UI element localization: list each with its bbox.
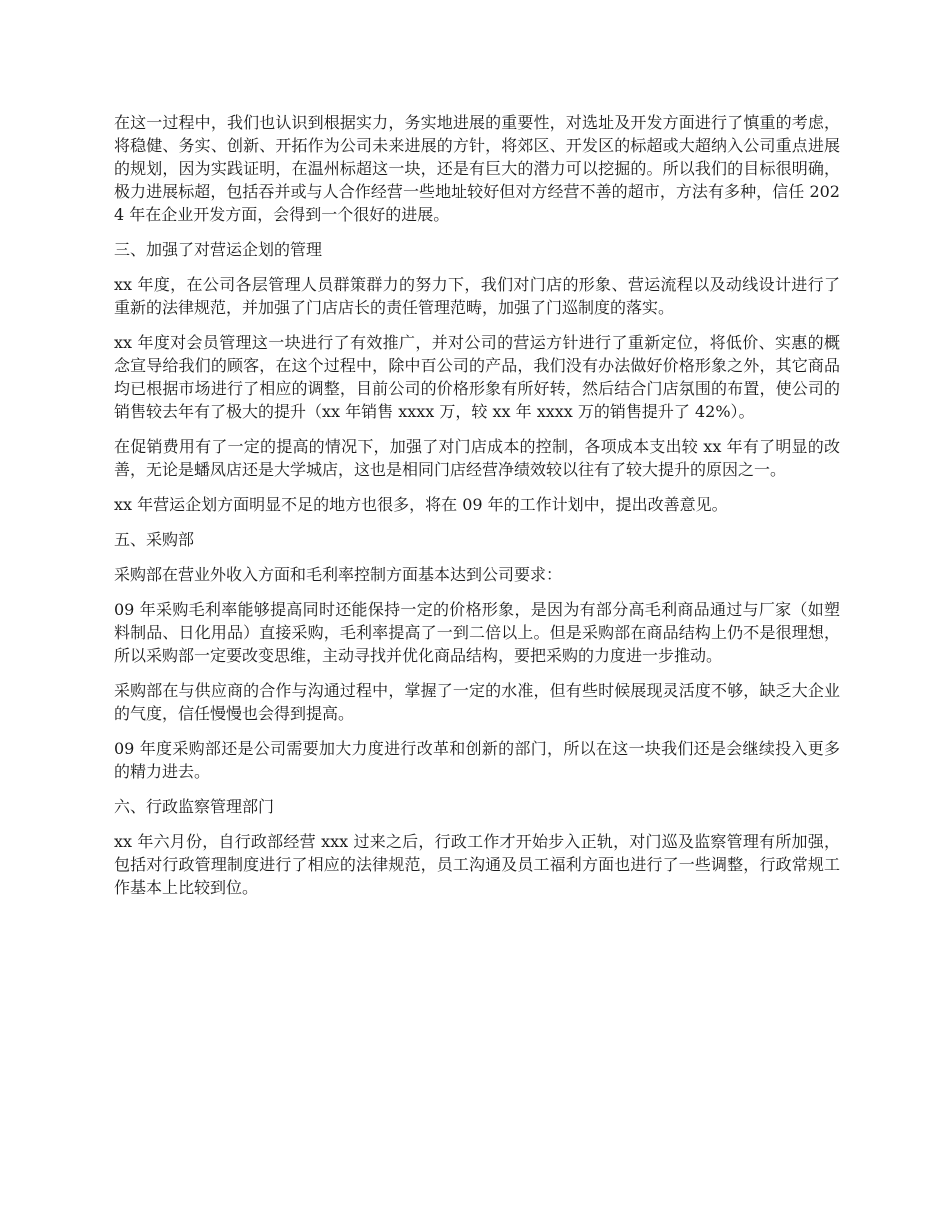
paragraph-shortcomings: xx 年营运企划方面明显不足的地方也很多，将在 09 年的工作计划中，提出改善意见。	[114, 495, 728, 514]
section-heading-administration: 六、行政监察管理部门	[114, 797, 275, 816]
document-page	[114, 111, 840, 911]
paragraph-cost-control: 在促销费用有了一定的提高的情况下，加强了对门店成本的控制，各项成本支出较 xx 年有了明显的改善，无论是蟠凤店还是大学城店，这也是相同门店经营净绩效较以往有了较大提升的原因之一。	[114, 437, 840, 479]
paragraph-administration: xx 年六月份，自行政部经营 xxx 过来之后，行政工作才开始步入正轨，对门巡及监察管理有所加强，包括对行政管理制度进行了相应的法律规范，员工沟通及员工福利方面也进行了一些调整，行政常规工作基本上比较到位。	[114, 832, 840, 897]
paragraph-site-selection: 在这一过程中，我们也认识到根据实力，务实地进展的重要性，对选址及开发方面进行了慎重的考虑，将稳健、务实、创新、开拓作为公司未来进展的方针，将郊区、开发区的标超或大超纳入公司重点进展的规划，因为实践证明，在温州标超这一块，还是有巨大的潜力可以挖掘的。所以我们的目标很明确，极力进展标超，包括吞并或与人合作经营一些地址较好但对方经营不善的超市，方法有多种，信任 2024 年在企业开发方面，会得到一个很好的进展。	[114, 113, 840, 224]
section-heading-purchasing: 五、采购部	[114, 530, 195, 549]
paragraph-gross-margin: 09 年采购毛利率能够提高同时还能保持一定的价格形象，是因为有部分高毛利商品通过与厂家（如塑料制品、日化用品）直接采购，毛利率提高了一到二倍以上。但是采购部在商品结构上仍不是很理想，所以采购部一定要改变思维，主动寻找并优化商品结构，要把采购的力度进一步推动。	[114, 600, 840, 665]
paragraph-purchasing-reform: 09 年度采购部还是公司需要加大力度进行改革和创新的部门，所以在这一块我们还是会继续投入更多的精力进去。	[114, 739, 840, 781]
paragraph-supplier-cooperation: 采购部在与供应商的合作与沟通过程中，掌握了一定的水准，但有些时候展现灵活度不够，缺乏大企业的气度，信任慢慢也会得到提高。	[114, 681, 840, 723]
section-heading-operations: 三、加强了对营运企划的管理	[114, 240, 323, 259]
paragraph-purchasing-summary: 采购部在营业外收入方面和毛利率控制方面基本达到公司要求：	[114, 565, 563, 584]
paragraph-member-management: xx 年度对会员管理这一块进行了有效推广，并对公司的营运方针进行了重新定位，将低价、实惠的概念宣导给我们的顾客，在这个过程中，除中百公司的产品，我们没有办法做好价格形象之外，其它商品均已根据市场进行了相应的调整，目前公司的价格形象有所好转，然后结合门店氛围的布置，使公司的销售较去年有了极大的提升（xx 年销售 xxxx 万，较 xx 年 xxxx 万的销售提升了 42%）。	[114, 333, 840, 421]
paragraph-store-image: xx 年度，在公司各层管理人员群策群力的努力下，我们对门店的形象、营运流程以及动线设计进行了重新的法律规范，并加强了门店店长的责任管理范畴，加强了门巡制度的落实。	[114, 275, 840, 317]
